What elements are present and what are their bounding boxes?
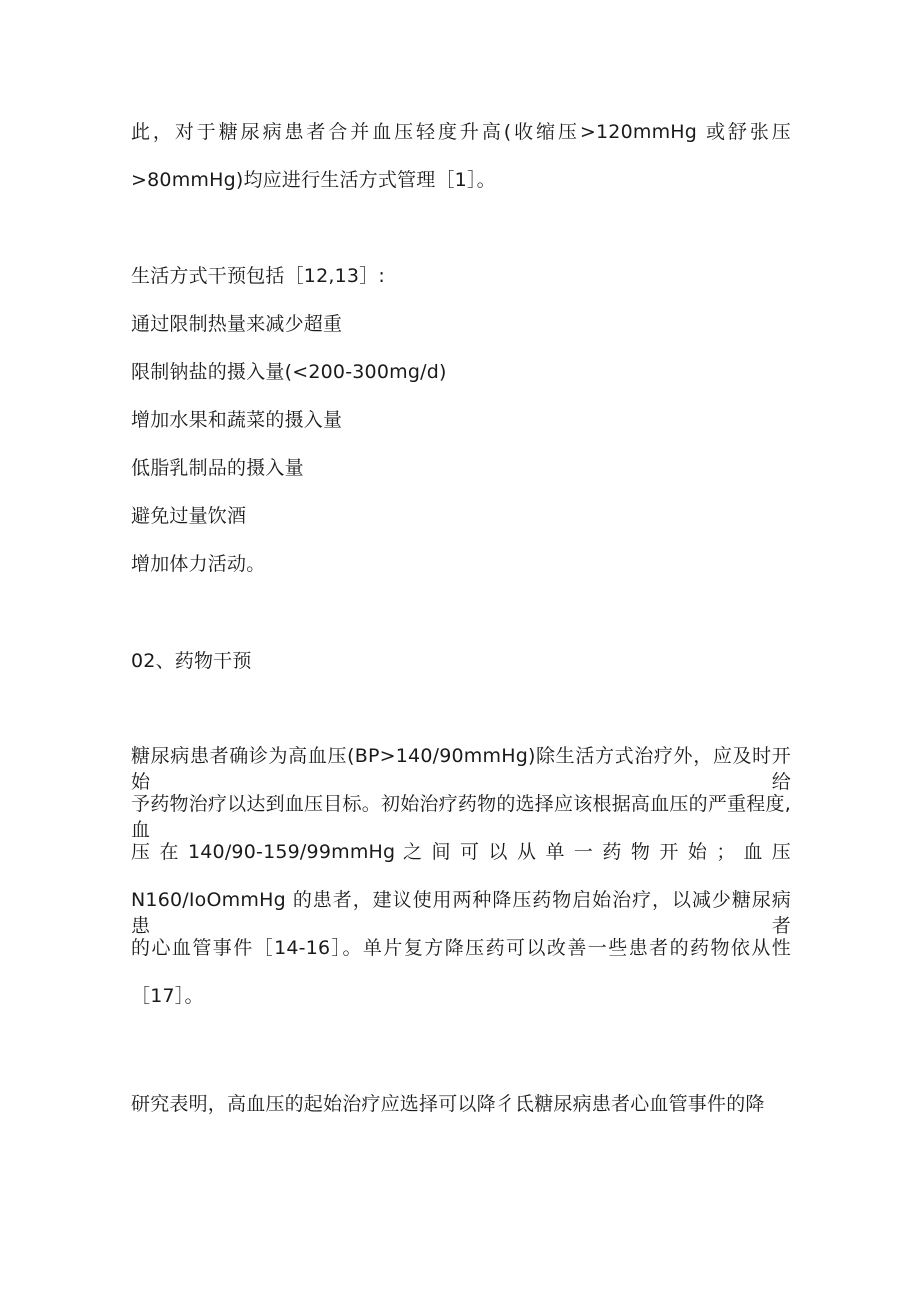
paragraph-2-line-6: ［17］。 [131, 985, 204, 1007]
paragraph-2-line-4: N160/IoOmmHg 的患者，建议使用两种降压药物启始治疗，以减少糖尿病患者 [131, 889, 791, 937]
paragraph-2-line-1: 糖尿病患者确诊为高血压(BP>140∕90mmHg)除生活方式治疗外，应及时开始给 [131, 745, 791, 793]
lifestyle-item-5: 避免过量饮酒 [131, 505, 247, 527]
paragraph-3-line-1: 研究表明，高血压的起始治疗应选择可以降彳氐糖尿病患者心血管事件的降 [131, 1093, 765, 1115]
lifestyle-item-2: 限制钠盐的摄入量(<200-300mg∕d) [131, 361, 447, 383]
paragraph-2-line-5: 的心血管事件［14-16］。单片复方降压药可以改善一些患者的药物依从性 [131, 937, 791, 959]
lifestyle-item-1: 通过限制热量来减少超重 [131, 313, 343, 335]
lifestyle-item-4: 低脂乳制品的摄入量 [131, 457, 304, 479]
lifestyle-heading: 生活方式干预包括［12,13］: [131, 265, 385, 287]
section-heading: 02、药物干预 [131, 650, 252, 672]
paragraph-1-line-2: >80mmHg)均应进行生活方式管理［1］。 [131, 169, 496, 191]
lifestyle-item-3: 增加水果和蔬菜的摄入量 [131, 409, 343, 431]
paragraph-2-line-3: 压 在 140/90-159∕99mmHg 之 间 可 以 从 单 一 药 物 开 始 ； 血 压 [131, 841, 791, 863]
lifestyle-item-6: 增加体力活动。 [131, 553, 266, 575]
paragraph-1-line-1: 此，对于糖尿病患者合并血压轻度升高(收缩压>120mmHg 或舒张压 [131, 121, 791, 143]
paragraph-2-line-2: 予药物治疗以达到血压目标。初始治疗药物的选择应该根据高血压的严重程度,血 [131, 793, 791, 841]
